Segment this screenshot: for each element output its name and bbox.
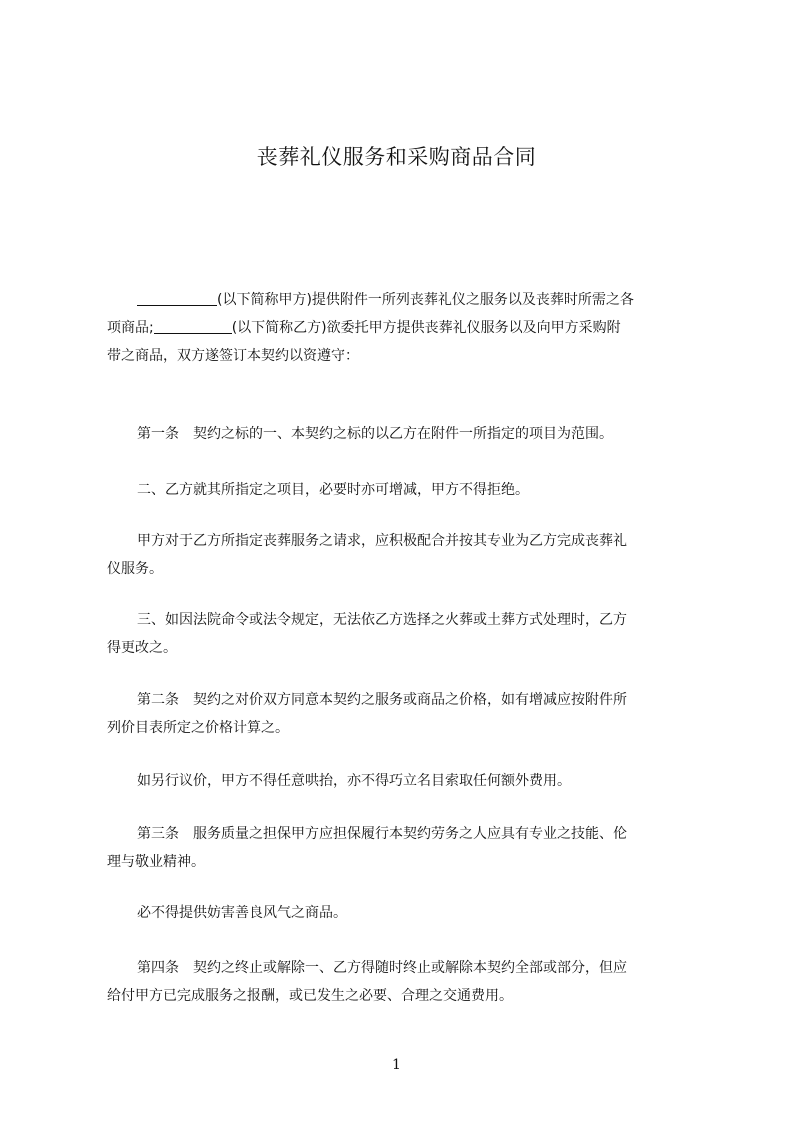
intro-line-3-char: 订 — [233, 348, 247, 364]
article-paragraph — [107, 476, 699, 504]
intro-line-2 — [107, 314, 699, 342]
intro-line-3-char: 遂 — [205, 348, 219, 364]
article-line: 仪服务。 — [107, 561, 163, 577]
article-line: 如另行议价，甲方不得任意哄抬，亦不得巧立名目索取任何额外费用。 — [137, 773, 571, 789]
article-line: 第四条 契约之终止或解除一、乙方得随时终止或解除本契约全部或部分，但应 — [137, 960, 627, 976]
article-line: 列价目表所定之价格计算之。 — [107, 720, 289, 736]
document-title: 丧葬礼仪服务和采购商品合同 — [256, 145, 537, 169]
article-paragraph — [107, 420, 699, 448]
article-paragraph — [107, 606, 699, 662]
intro-line-3-char: 之 — [121, 348, 135, 364]
intro-line-1-text: (以下简称甲方)提供附件一所列丧葬礼仪之服务以及丧葬时所需之各 — [217, 292, 634, 308]
article-line: 第二条 契约之对价双方同意本契约之服务或商品之价格，如有增减应按附件所 — [137, 692, 627, 708]
article-paragraph — [107, 820, 699, 876]
intro-line-3-char: 带 — [107, 348, 121, 364]
intro-paragraph — [107, 286, 699, 370]
intro-line-3-char: 约 — [275, 348, 289, 364]
article-paragraph — [107, 767, 699, 795]
intro-line-3-char: 本 — [247, 348, 261, 364]
article-line: 第一条 契约之标的一、本契约之标的以乙方在附件一所指定的项目为范围。 — [137, 426, 613, 442]
article-line: 给付甲方已完成服务之报酬，或已发生之必要、合理之交通费用。 — [107, 988, 513, 1004]
intro-line-3 — [107, 342, 699, 370]
intro-line-3-char: ， — [163, 348, 177, 364]
article-line: 第三条 服务质量之担保甲方应担保履行本契约劳务之人应具有专业之技能、伦 — [137, 826, 627, 842]
intro-line-3-char: 方 — [191, 348, 205, 364]
intro-line-3-char: 品 — [149, 348, 163, 364]
intro-line-3-char: 以 — [289, 348, 303, 364]
article-line: 甲方对于乙方所指定丧葬服务之请求，应积极配合并按其专业为乙方完成丧葬礼 — [137, 533, 627, 549]
article-line: 二、乙方就其所指定之项目，必要时亦可增减，甲方不得拒绝。 — [137, 482, 529, 498]
article-line: 三、如因法院命令或法令规定，无法依乙方选择之火葬或土葬方式处理时，乙方 — [137, 612, 627, 628]
intro-line-3-char: 资 — [303, 348, 317, 364]
intro-line-3-char: 遵 — [317, 348, 331, 364]
article-line: 理与敬业精神。 — [107, 854, 205, 870]
party-b-blank[interactable] — [154, 319, 232, 334]
article-paragraph — [107, 954, 699, 1010]
intro-line-3-char: 守 — [331, 348, 345, 364]
intro-line-1 — [107, 286, 699, 314]
article-paragraph — [107, 527, 699, 583]
intro-line-2-text: (以下简称乙方)欲委托甲方提供丧葬礼仪服务以及向甲方采购附 — [231, 320, 621, 336]
article-paragraph — [107, 899, 699, 927]
article-paragraph — [107, 686, 699, 742]
intro-line-3-char: ： — [345, 348, 359, 364]
party-a-blank[interactable] — [137, 291, 217, 306]
intro-line-3-char: 双 — [177, 348, 191, 364]
intro-line-3-char: 签 — [219, 348, 233, 364]
intro-line-3-char: 商 — [135, 348, 149, 364]
page-number: 1 — [392, 1057, 401, 1073]
article-line: 得更改之。 — [107, 640, 177, 656]
intro-line-3-char: 契 — [261, 348, 275, 364]
intro-line-2-prefix: 项商品; — [107, 320, 154, 336]
article-line: 必不得提供妨害善良风气之商品。 — [137, 905, 347, 921]
